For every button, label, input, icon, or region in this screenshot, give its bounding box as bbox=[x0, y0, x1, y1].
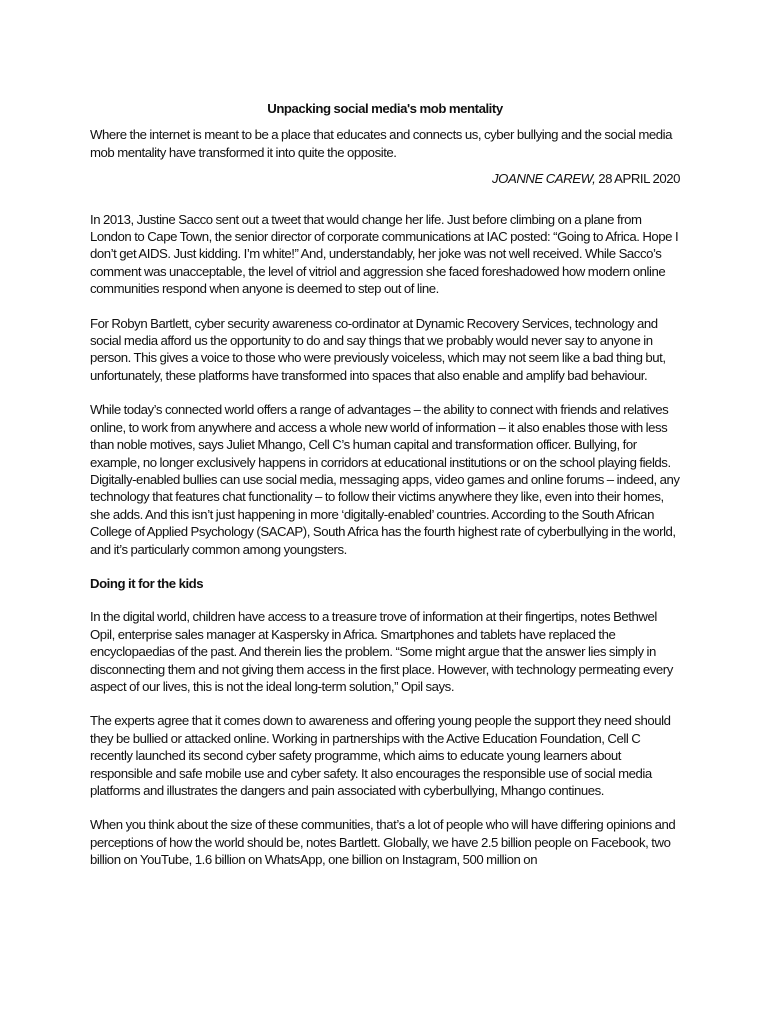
paragraph: In 2013, Justine Sacco sent out a tweet that would change her life. Just before climbing on a plane from London to Cape Town, the senior director of corporate communications at IAC posted: “Going to Africa. Hope I don’t get AIDS. Just kidding. I’m white!” And, understandably, her joke was not well received. While Sacco’s comment was unacceptable, the level of vitriol and aggression she faced foreshadowed how modern online communities respond when anyone is deemed to step out of line. bbox=[90, 211, 679, 297]
byline-date: 28 APRIL 2020 bbox=[595, 171, 680, 187]
paragraph: In the digital world, children have access to a treasure trove of information at their fingertips, notes Bethwel Opil, enterprise sales manager at Kaspersky in Africa. Smartphones and tablets have replaced the encyclopaedias of the past. And therein lies the problem. “Some might argue that the answer lies simply in disconnecting them and not giving them access in the first place. However, with technology permeating every aspect of our lives, this is not the ideal long-term solution,” Opil says. bbox=[90, 609, 673, 694]
paragraph: The experts agree that it comes down to awareness and offering young people the support they need should they be bullied or attacked online. Working in partnerships with the Active Education Foundation, Cell C recently launched its second cyber safety programme, which aims to educate young learners about responsible and safe mobile use and cyber safety. It also encourages the responsible use of social media platforms and illustrates the dangers and pain associated with cyberbullying, Mhango continues. bbox=[90, 713, 671, 798]
section-heading: Doing it for the kids bbox=[90, 575, 204, 591]
paragraph: While today’s connected world offers a range of advantages – the ability to connect with friends and relatives online, to work from anywhere and access a whole new world of information – it also enables those with less than noble motives, says Juliet Mhango, Cell C’s human capital and transformation officer. Bullying, for example, no longer exclusively happens in corridors at educational institutions or on the school playing fields. Digitally-enabled bullies can use social media, messaging apps, video games and online forums – indeed, any technology that features chat functionality – to follow their victims anywhere they like, even into their homes, she adds. And this isn’t just happening in more ‘digitally-enabled’ countries. According to the South African College of Applied Psychology (SACAP), South Africa has the fourth highest rate of cyberbullying in the world, and it’s particularly common among youngsters. bbox=[90, 402, 680, 557]
article-title: Unpacking social media's mob mentality bbox=[267, 101, 503, 116]
article-body bbox=[90, 100, 680, 886]
paragraph: For Robyn Bartlett, cyber security awareness co-ordinator at Dynamic Recovery Services, technology and social media afford us the opportunity to do and say things that we probably would never say to anyone in person. This gives a voice to those who were previously voiceless, which may not seem like a bad thing but, unfortunately, these platforms have transformed into spaces that also enable and amplify bad behaviour. bbox=[90, 315, 666, 383]
article-lead: Where the internet is meant to be a place that educates and connects us, cyber bullying and the social media mob mentality have transformed it into quite the opposite. bbox=[90, 127, 673, 160]
byline-author: JOANNE CAREW, bbox=[492, 171, 596, 187]
paragraph: When you think about the size of these communities, that’s a lot of people who will have differing opinions and perceptions of how the world should be, notes Bartlett. Globally, we have 2.5 billion people on Facebook, two billion on YouTube, 1.6 billion on WhatsApp, one billion on Instagram, 500 million on bbox=[90, 817, 676, 868]
byline bbox=[90, 170, 680, 187]
